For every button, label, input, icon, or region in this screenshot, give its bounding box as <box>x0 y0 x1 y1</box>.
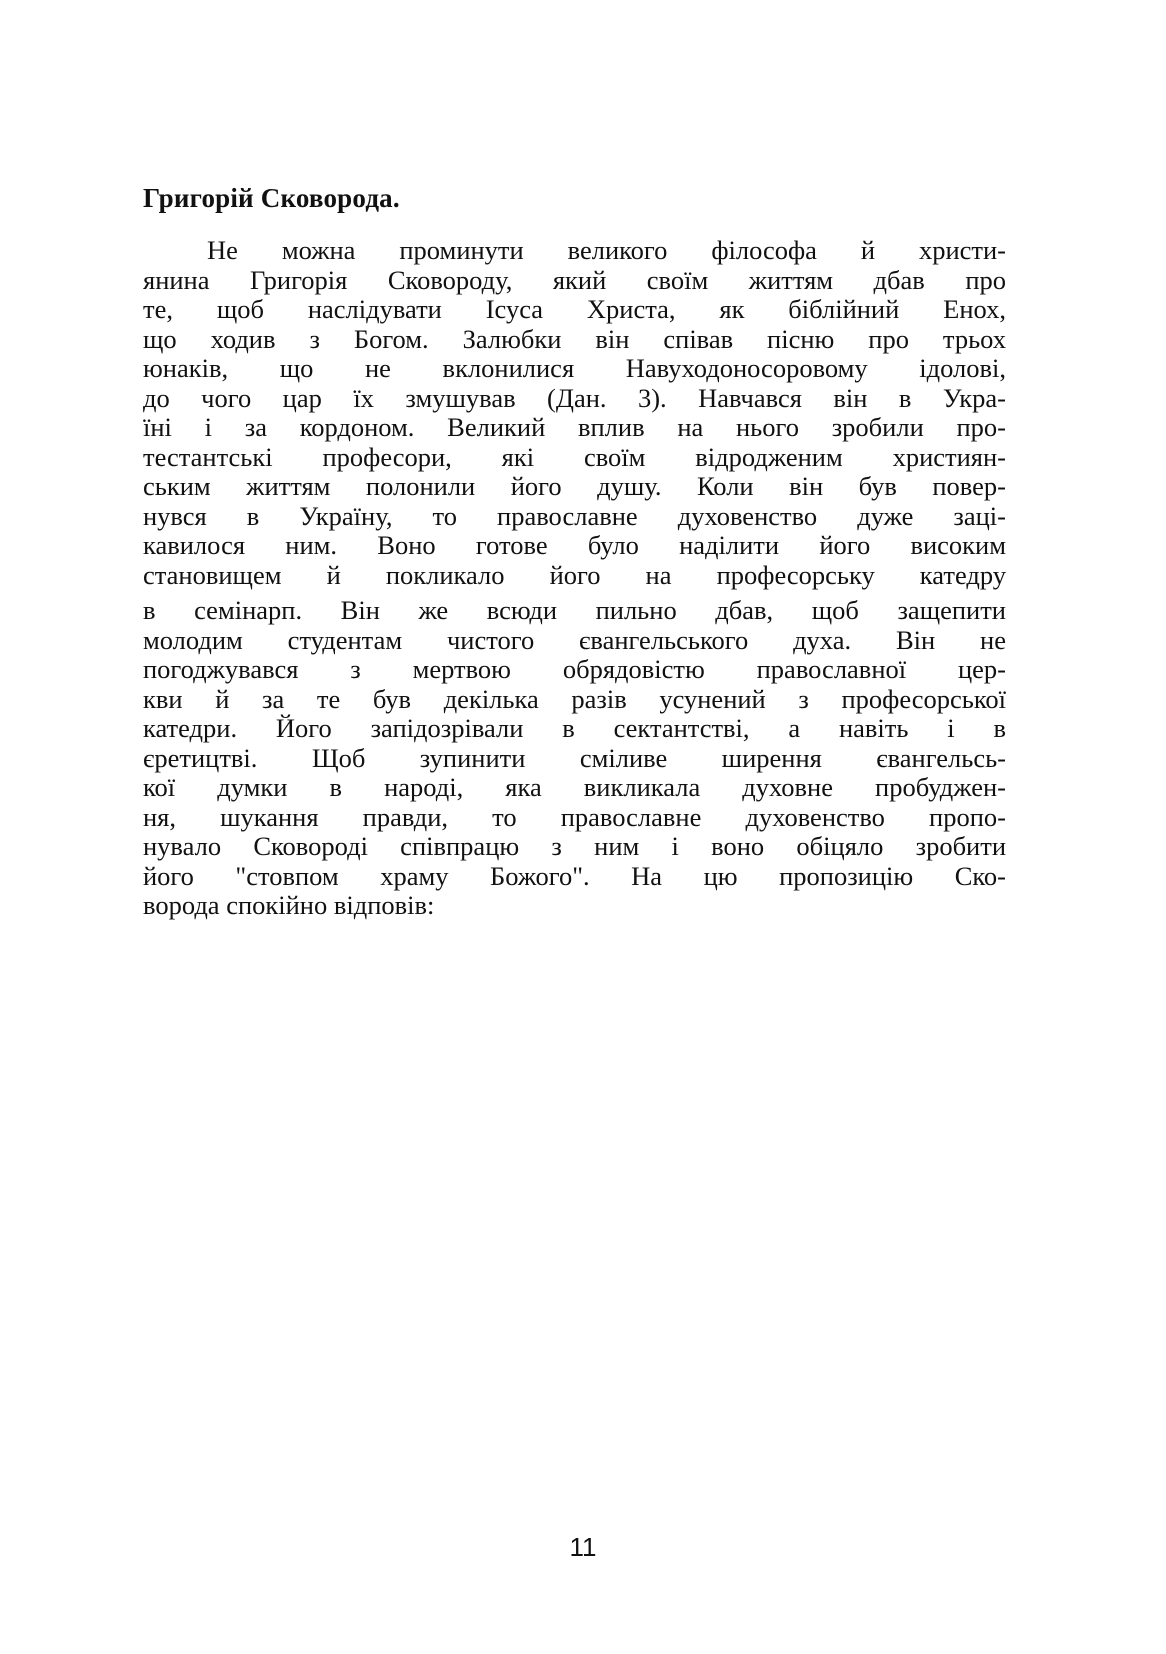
paragraph-line: їні і за кордоном. Великий вплив на нього зробили про- <box>143 413 1006 442</box>
paragraph-line: погоджувався з мертвою обрядовістю православної цер- <box>143 655 1006 684</box>
paragraph-line: катедри. Його запідозрівали в сектантстві, а навіть і в <box>143 714 1006 743</box>
paragraph-line: нувало Сковороді співпрацю з ним і воно обіцяло зробити <box>143 832 1006 861</box>
paragraph-line: те, щоб наслідувати Ісуса Христа, як біблійний Енох, <box>143 295 1006 324</box>
paragraph-line: в семінарп. Він же всюди пильно дбав, щоб защепити <box>143 596 1006 625</box>
paragraph-line: що ходив з Богом. Залюбки він співав пісню про трьох <box>143 324 1006 354</box>
paragraph-line: ським життям полонили його душу. Коли він був повер- <box>143 472 1006 501</box>
paragraph <box>143 236 1006 921</box>
paragraph-line: ворода спокійно відповів: <box>143 891 435 920</box>
paragraph-line: єретицтві. Щоб зупинити сміливе ширення євангельсь- <box>143 743 1006 773</box>
paragraph-line: нувся в Україну, то православне духовенство дуже заці- <box>143 501 1006 531</box>
paragraph-line: становищем й покликало його на професорську катедру <box>143 560 1006 590</box>
paragraph-line: ня, шукання правди, то православне духовенство пропо- <box>143 802 1006 832</box>
paragraph-line: тестантські професори, які своїм відродженим християн- <box>143 442 1006 472</box>
paragraph-line: до чого цар їх змушував (Дан. 3). Навчався він в Укра- <box>143 383 1006 413</box>
page-number: 11 <box>569 1532 597 1562</box>
paragraph-line: юнаків, що не вклонилися Навуходоносоровому ідолові, <box>143 354 1006 383</box>
paragraph-line: кавилося ним. Воно готове було наділити його високим <box>143 531 1006 560</box>
paragraph-line: молодим студентам чистого євангельського духа. Він не <box>143 625 1006 655</box>
paragraph-line: кви й за те був декілька разів усунений з професорської <box>143 684 1006 714</box>
paragraph-line: Не можна проминути великого філософа й христи- <box>207 236 1006 265</box>
paragraph-line: кої думки в народі, яка викликала духовне пробуджен- <box>143 773 1006 802</box>
section-heading: Григорій Сковорода. <box>143 183 400 213</box>
paragraph-line: янина Григорія Сковороду, який своїм життям дбав про <box>143 265 1006 295</box>
paragraph-line: його "стовпом храму Божого". На цю пропозицію Ско- <box>143 861 1006 891</box>
